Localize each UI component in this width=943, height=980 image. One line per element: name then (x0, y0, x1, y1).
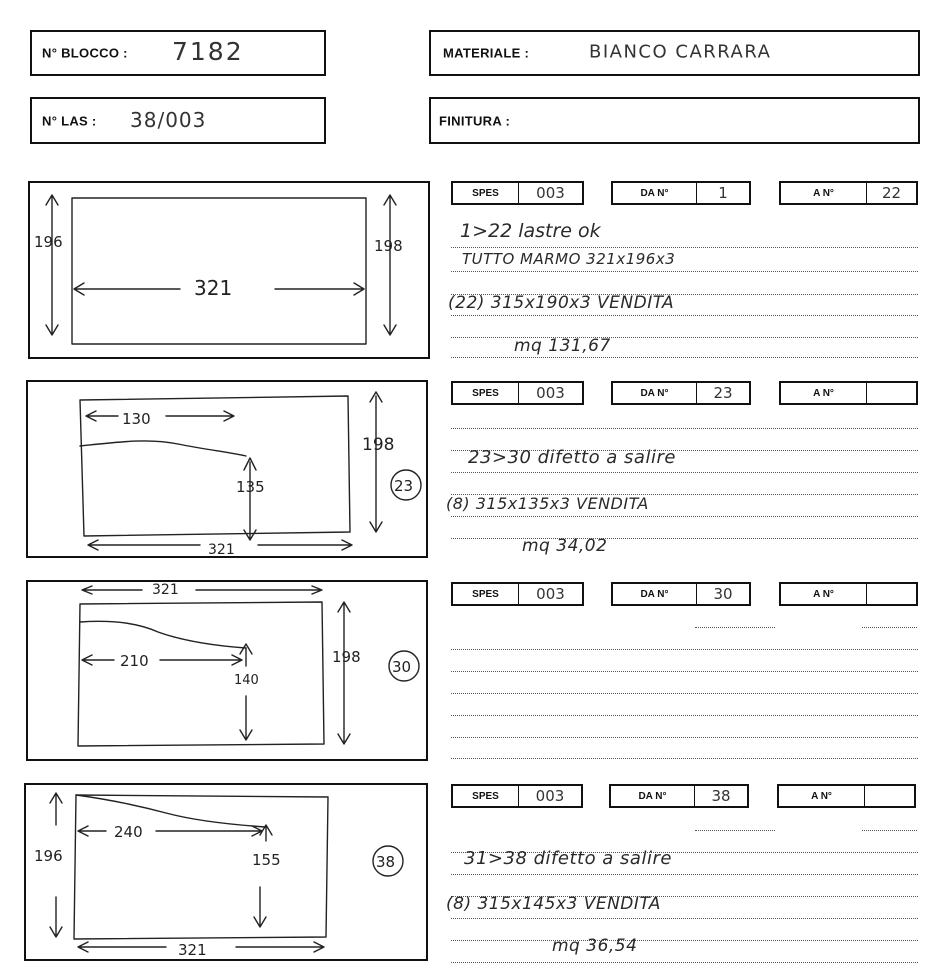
dim-arrow (82, 655, 242, 665)
dotted-line (451, 516, 918, 517)
height-arrow (46, 195, 58, 335)
finitura-box (429, 97, 920, 144)
a-value (867, 584, 916, 604)
slab-number: 38 (376, 853, 396, 871)
dim-bottom: 321 (178, 941, 207, 959)
slab-sketch-3 (26, 580, 428, 761)
da-tag-2 (611, 381, 751, 405)
dim-width: 321 (194, 276, 233, 300)
las-box (30, 97, 326, 144)
dim-right: 198 (374, 237, 403, 255)
da-label: DA N° (613, 584, 697, 604)
da-value: 1 (718, 184, 728, 202)
dotted-line (451, 271, 918, 272)
spes-label: SPES (453, 383, 519, 403)
a-tag-4 (777, 784, 916, 808)
dotted-line (451, 247, 918, 248)
da-value: 30 (713, 585, 733, 603)
da-tag-1 (611, 181, 751, 205)
dim-top: 321 (152, 582, 179, 598)
dotted-line (451, 918, 918, 919)
dim-arrow (240, 696, 252, 740)
height-arrow (338, 602, 350, 744)
da-label: DA N° (613, 183, 697, 203)
slab-sketch-2 (26, 380, 428, 558)
a-label: A N° (781, 383, 867, 403)
spes-value: 003 (536, 585, 565, 603)
dotted-line (451, 315, 918, 316)
dotted-line (451, 715, 918, 716)
dotted-line (451, 758, 918, 759)
dotted-line (862, 830, 917, 831)
slab-sketch-1 (28, 181, 430, 359)
spes-value: 003 (536, 184, 565, 202)
blocco-value: 7182 (172, 37, 244, 67)
dim-bottom: 321 (208, 542, 235, 556)
dim-left: 196 (34, 233, 63, 251)
slab-outline (72, 198, 366, 344)
height-arrow (50, 793, 62, 825)
spes-tag-2 (451, 381, 584, 405)
dim-inner: 240 (114, 823, 143, 841)
note-line: 31>38 difetto a salire (464, 848, 672, 869)
slab-outline (78, 602, 324, 746)
slab-number: 23 (394, 477, 414, 495)
dotted-line (451, 693, 918, 694)
note-line: TUTTO MARMO 321x196x3 (462, 250, 676, 268)
dotted-line (451, 472, 918, 473)
dim-top: 130 (122, 410, 151, 428)
dim-arrow (78, 826, 262, 836)
defect-line (80, 441, 246, 456)
spes-tag-4 (451, 784, 583, 808)
dotted-line (451, 874, 918, 875)
slab-outline (80, 396, 350, 536)
note-line: (8) 315x135x3 VENDITA (446, 494, 649, 513)
dotted-line (451, 649, 918, 650)
dotted-line (862, 627, 917, 628)
height-arrow (50, 897, 62, 937)
da-label: DA N° (611, 786, 695, 806)
dotted-line (451, 940, 918, 941)
spes-label: SPES (453, 786, 519, 806)
height-arrow (370, 392, 382, 532)
dotted-line (451, 428, 918, 429)
dotted-line (451, 671, 918, 672)
note-line: mq 36,54 (552, 936, 638, 956)
da-value: 23 (713, 384, 733, 402)
a-value (865, 786, 914, 806)
finitura-label: FINITURA : (439, 113, 511, 128)
dotted-line (451, 357, 918, 358)
dim-mid: 155 (252, 851, 281, 869)
dim-arrow (82, 586, 322, 594)
spes-label: SPES (453, 183, 519, 203)
materiale-value: BIANCO CARRARA (589, 41, 772, 63)
las-value: 38/003 (130, 107, 207, 132)
spes-tag-1 (451, 181, 584, 205)
dim-arrow (244, 458, 256, 540)
spes-value: 003 (535, 787, 565, 805)
defect-line (76, 795, 266, 827)
a-value: 22 (881, 184, 902, 202)
blocco-label: N° BLOCCO : (42, 45, 128, 61)
da-tag-4 (609, 784, 749, 808)
note-line: mq 34,02 (522, 536, 608, 556)
a-label: A N° (779, 786, 865, 806)
blocco-box (30, 30, 326, 76)
dim-mid: 140 (234, 673, 259, 688)
dotted-line (695, 830, 775, 831)
a-tag-2 (779, 381, 918, 405)
dotted-line (451, 962, 918, 963)
materiale-label: MATERIALE : (443, 45, 530, 61)
note-line: mq 131,67 (514, 336, 611, 356)
dim-right: 198 (332, 648, 361, 666)
slab-outline (74, 795, 328, 939)
slab-sketch-4 (24, 783, 428, 961)
da-tag-3 (611, 582, 751, 606)
note-line: (22) 315x190x3 VENDITA (448, 293, 675, 313)
da-value: 38 (711, 787, 731, 805)
slab-number: 30 (392, 658, 412, 676)
spes-tag-3 (451, 582, 584, 606)
dim-right: 198 (362, 435, 395, 455)
las-label: N° LAS : (42, 113, 97, 128)
note-line: 1>22 lastre ok (460, 220, 601, 242)
dim-mid: 135 (236, 478, 265, 496)
dotted-line (695, 627, 775, 628)
a-label: A N° (781, 584, 867, 604)
a-tag-3 (779, 582, 918, 606)
note-line: (8) 315x145x3 VENDITA (446, 894, 661, 914)
dotted-line (451, 737, 918, 738)
defect-line (80, 621, 246, 648)
spes-value: 003 (536, 384, 565, 402)
a-value (867, 383, 916, 403)
a-tag-1 (779, 181, 918, 205)
height-arrow (384, 195, 396, 335)
da-label: DA N° (613, 383, 697, 403)
dim-left: 196 (34, 847, 63, 865)
note-line: 23>30 difetto a salire (468, 447, 676, 468)
dim-inner: 210 (120, 652, 149, 670)
dim-arrow (86, 411, 234, 421)
dim-arrow (254, 887, 266, 927)
spes-label: SPES (453, 584, 519, 604)
a-label: A N° (781, 183, 867, 203)
materiale-box (429, 30, 920, 76)
